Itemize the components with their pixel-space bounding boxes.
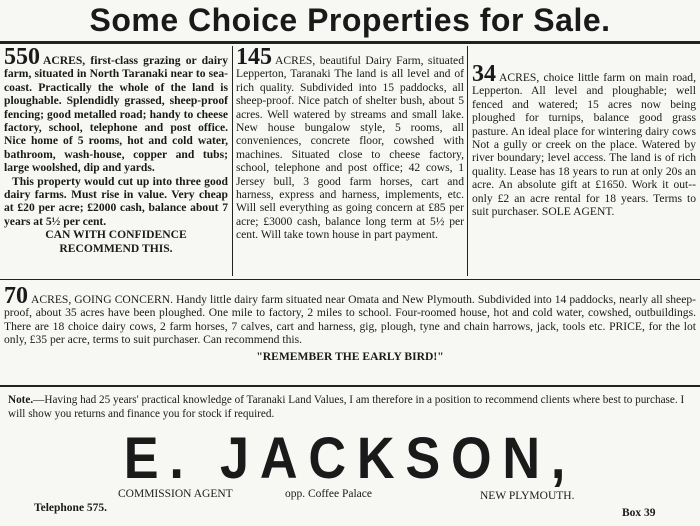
ad-550-closing: CAN WITH CONFIDENCE RECOMMEND THIS. bbox=[45, 228, 187, 255]
ad-145-number: 145 bbox=[236, 44, 272, 70]
note-lead: Note. bbox=[8, 394, 34, 406]
ad-34-number: 34 bbox=[472, 61, 496, 87]
note-paragraph bbox=[8, 393, 696, 421]
advertiser-name: E. JACKSON, bbox=[123, 426, 577, 491]
ad-550-number: 550 bbox=[4, 44, 40, 70]
ad-34-agent: SOLE AGENT. bbox=[541, 205, 615, 219]
advertiser-address: opp. Coffee Palace bbox=[285, 488, 372, 500]
column-divider-2 bbox=[467, 46, 468, 276]
ad-550-text: ACRES, first-class grazing or dairy farm, situated in North Taranaki near to sea-coast. Practically the whole of the land is ploughable. Splendidly grassed, sheep-proof fencing; good metalled road; handy to cheese factory, school, telephone and post office. Nice home of 5 rooms, hot and cold water, bathroom, wash-house, copper and tubs; large woolshed, dip and yards. bbox=[4, 54, 228, 175]
top-rule bbox=[0, 41, 700, 44]
lower-rule bbox=[0, 385, 700, 387]
advertiser-telephone: Telephone 575. bbox=[34, 502, 108, 514]
ad-70-text: ACRES, GOING CONCERN. Handy little dairy farm situated near Omata and New Plymouth. Subdivided into 14 paddocks, nearly all sheep-proof, about 35 acres have been ploughed. One mile to factory, 2 miles to school. Four-roomed house, hot and cold water, cowshed, outbuildings. There are 18 choice dairy cows, 2 farm horses, 7 calves, cart and harness, gig, plough, tyne and chain harrows, jack, tools etc. PRICE, for the lot only, £35 per acre, terms to suit purchaser. Can recommend this. bbox=[4, 293, 696, 347]
ad-550-para2: This property would cut up into three good dairy farms. Must rise in value. Very cheap at £20 per acre; £2000 cash, balance about 7 years at 5½ per cent. bbox=[4, 174, 228, 228]
column-divider-1 bbox=[232, 46, 233, 276]
headline: Some Choice Properties for Sale. bbox=[89, 2, 611, 38]
note-text: —Having had 25 years' practical knowledge of Taranaki Land Values, I am therefore in a position to recommend clients where best to purchase. I will show you returns and finance you for stock if required. bbox=[8, 394, 685, 420]
ad-145-acres bbox=[236, 44, 464, 242]
ad-70-acres bbox=[4, 283, 696, 363]
ad-70-number: 70 bbox=[4, 283, 28, 309]
ad-34-text: ACRES, choice little farm on main road, Lepperton. All level and ploughable; well fenced and watered; 15 acres now being ploughed for turnips, balance good grass pasture. An ideal place for wintering dairy cows Not a gully or creek on the place. Watered by river boundary; level access. The land is of rich quality. Lease has 18 years to run at only 20s an acre. An absolute gift at £1650. Work it out--only £2 an acre rental for 18 years. Terms to suit purchaser. bbox=[472, 71, 696, 219]
middle-rule bbox=[0, 279, 700, 280]
ad-34-acres bbox=[472, 61, 696, 219]
ad-145-text: ACRES, beautiful Dairy Farm, situated Lepperton, Taranaki The land is all level and of rich quality. Subdivided into 15 paddocks, all sheep-proof. Nice patch of shelter bush, about 5 acres. Well watered by streams and small lake. New house bungalow style, 5 rooms, all conveniences, concrete floor, cowshed with machines. Situated close to cheese factory, school, telephone and post office; 42 cows, 1 Jersey bull, 3 good farm horses, cart and harness, express and harness, implements, etc. Will sell everything as going concern at £85 per acre; £3000 cash, balance long term at 5½ per cent. Will take town house in part payment. bbox=[236, 54, 464, 242]
advertiser-town: NEW PLYMOUTH. bbox=[480, 490, 575, 502]
ad-70-slogan: "REMEMBER THE EARLY BIRD!" bbox=[256, 349, 444, 363]
advertiser-role: COMMISSION AGENT bbox=[118, 488, 233, 500]
advertiser-box: Box 39 bbox=[622, 507, 656, 519]
ad-550-acres bbox=[4, 44, 228, 255]
